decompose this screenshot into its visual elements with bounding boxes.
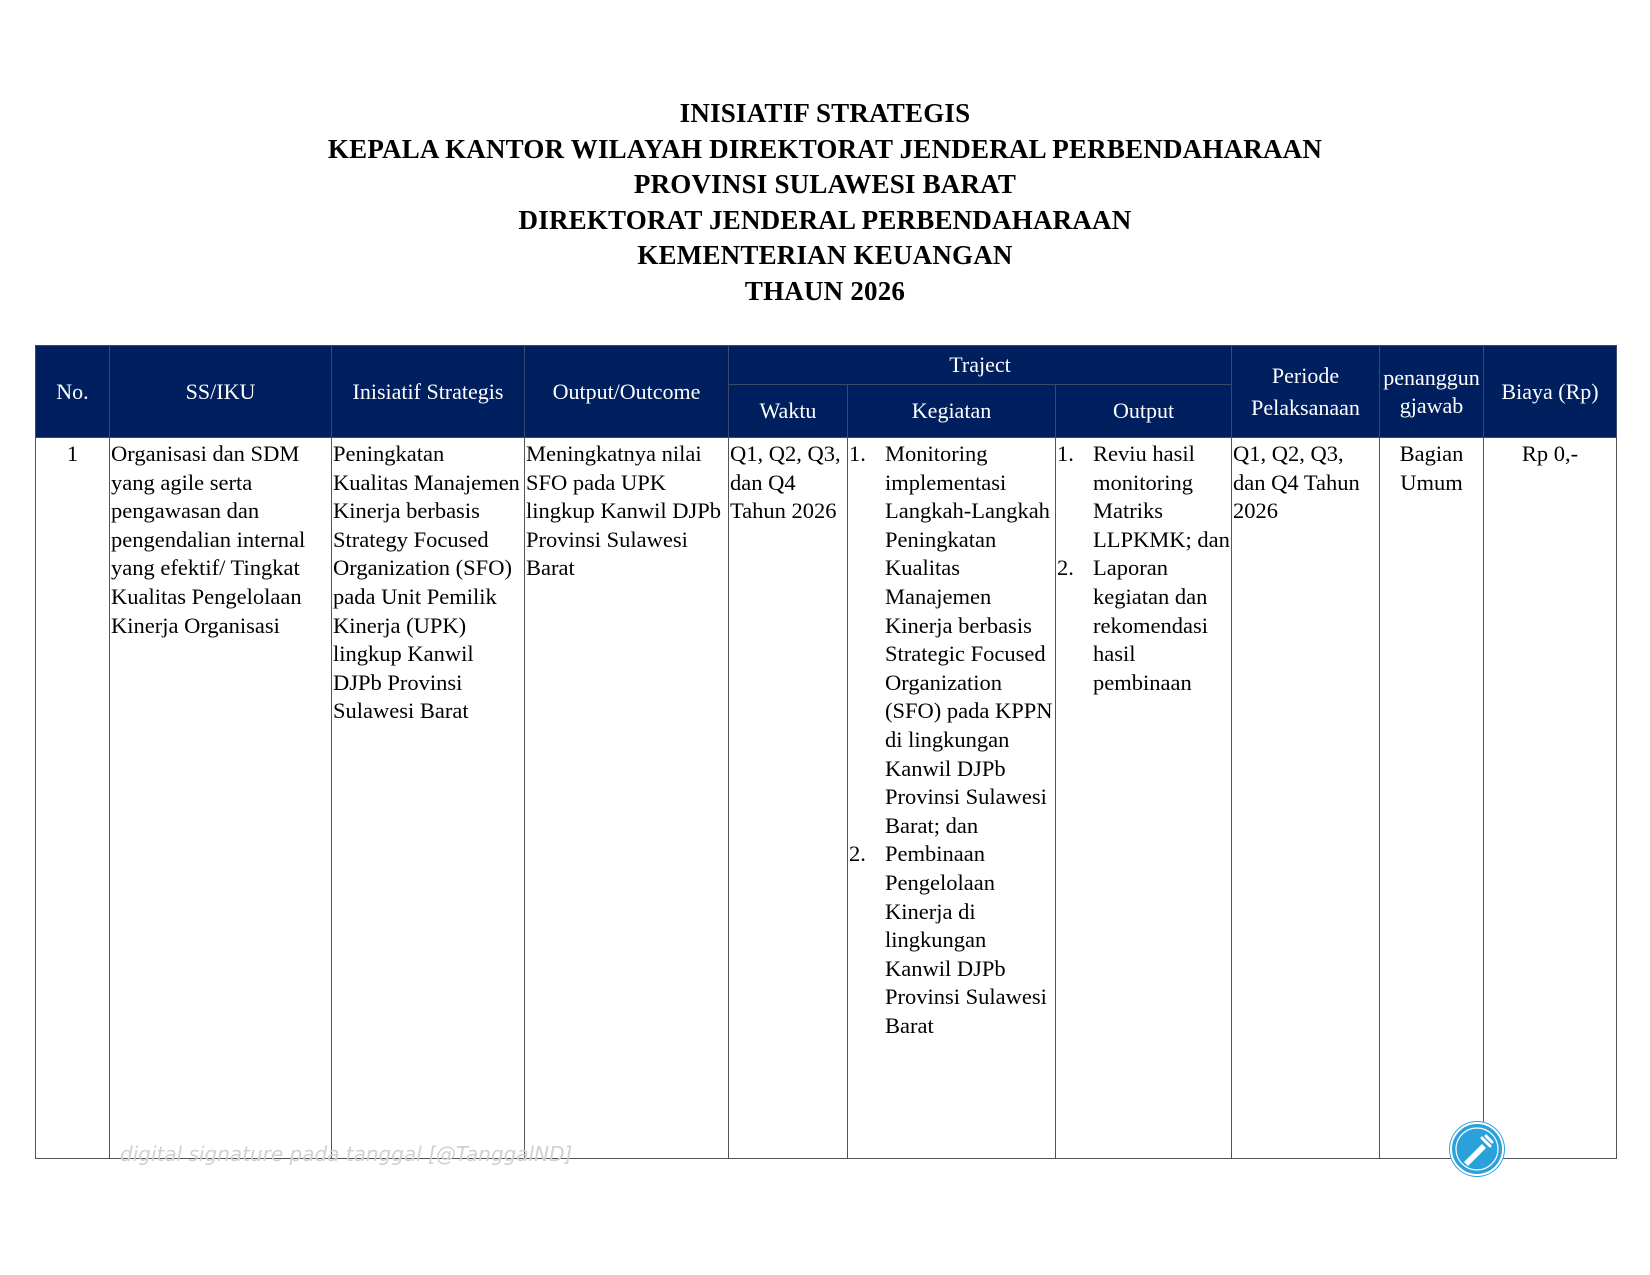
title-line-5: KEMENTERIAN KEUANGAN [637,240,1013,270]
header-biaya: Biaya (Rp) [1484,346,1617,438]
cell-biaya: Rp 0,- [1484,438,1617,1159]
header-ss-iku: SS/IKU [110,346,332,438]
list-number: 1. [1057,441,1074,466]
kegiatan-list [849,440,1054,1040]
cell-output [1056,438,1232,1159]
list-item [849,440,1054,840]
title-line-4: DIREKTORAT JENDERAL PERBENDAHARAAN [518,204,1132,235]
list-text: Laporan kegiatan dan rekomendasi hasil pembinaan [1093,555,1208,695]
header-penanggungjawab: penanggungjawab [1380,346,1484,438]
digital-signature-seal-icon [1450,1122,1504,1176]
header-output: Output [1056,385,1232,438]
list-number: 2. [1057,555,1074,581]
cell-waktu: Q1, Q2, Q3, dan Q4 Tahun 2026 [729,438,848,1159]
header-inisiatif-strategis: Inisiatif Strategis [332,346,525,438]
title-line-3: PROVINSI SULAWESI BARAT [633,169,1017,199]
list-item [849,840,1054,1040]
title-line-1: INISIATIF STRATEGIS [679,98,971,128]
list-item [1057,554,1230,697]
header-traject: Traject [729,346,1232,385]
header-output-outcome: Output/Outcome [525,346,729,438]
cell-no: 1 [36,438,110,1159]
cell-ss-iku: Organisasi dan SDM yang agile serta pengawasan dan pengendalian internal yang efektif/ Tingkat Kualitas Pengelolaan Kinerja Organisasi [110,438,332,1159]
initiative-table [35,345,1617,1159]
output-list [1057,440,1230,697]
digital-signature-watermark: digital signature pada tanggal [@TanggalND] [120,1142,573,1166]
list-text: Reviu hasil monitoring Matriks LLPKMK; dan [1093,441,1230,552]
cell-inisiatif-strategis: Peningkatan Kualitas Manajemen Kinerja berbasis Strategy Focused Organization (SFO) pada Unit Pemilik Kinerja (UPK) lingkup Kanwil DJPb Provinsi Sulawesi Barat [332,438,525,1159]
title-line-6: THAUN 2026 [744,275,906,306]
table-row [36,438,1617,1159]
cell-output-outcome: Meningkatnya nilai SFO pada UPK lingkup Kanwil DJPb Provinsi Sulawesi Barat [525,438,729,1159]
header-kegiatan: Kegiatan [848,385,1056,438]
list-text: Monitoring implementasi Langkah-Langkah Peningkatan Kualitas Manajemen Kinerja berbasis Strategic Focused Organization (SFO) pada KPPN di lingkungan Kanwil DJPb Provinsi Sulawesi Barat; dan [885,441,1053,838]
cell-periode-pelaksanaan: Q1, Q2, Q3, dan Q4 Tahun 2026 [1232,438,1380,1159]
title-line-2: KEPALA KANTOR WILAYAH DIREKTORAT JENDERAL PERBENDAHARAAN [327,133,1323,164]
header-no: No. [36,346,110,438]
cell-penanggungjawab: Bagian Umum [1380,438,1484,1159]
pen-nib-icon [1452,1124,1502,1174]
list-number: 1. [849,441,866,466]
list-item [1057,440,1230,554]
document-title [0,96,1650,309]
list-text: Pembinaan Pengelolaan Kinerja di lingkungan Kanwil DJPb Provinsi Sulawesi Barat [885,841,1047,1038]
list-number: 2. [849,841,866,867]
cell-kegiatan [848,438,1056,1159]
header-periode-pelaksanaan: Periode Pelaksanaan [1232,346,1380,438]
header-waktu: Waktu [729,385,848,438]
